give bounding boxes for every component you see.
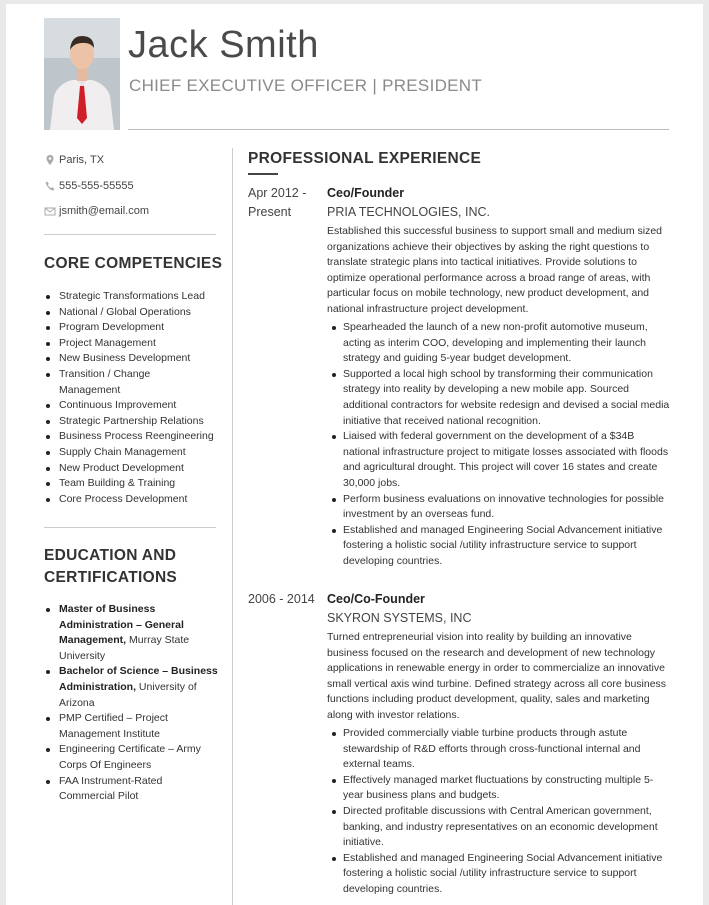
list-item: Team Building & Training <box>44 476 219 492</box>
candidate-name: Jack Smith <box>128 24 319 66</box>
experience-heading: PROFESSIONAL EXPERIENCE <box>248 150 482 167</box>
list-item: Strategic Partnership Relations <box>44 414 219 430</box>
list-item: Perform business evaluations on innovative technologies for possible investment by an overseas fund. <box>327 492 672 523</box>
job-role: Ceo/Co-Founder <box>327 592 425 606</box>
envelope-icon <box>44 205 56 217</box>
list-item: Established and managed Engineering Social Advancement initiative fostering a holistic social /utility infrastructure service to support developing countries. <box>327 523 672 570</box>
list-item <box>44 664 219 711</box>
list-item: Provided commercially viable turbine products through astute stewardship of R&D efforts through cross-functional internal and external teams. <box>327 726 672 773</box>
list-item: Effectively managed market fluctuations by constructing multiple 5-year business plans and budgets. <box>327 773 672 804</box>
education-list <box>44 602 219 805</box>
list-item: Supply Chain Management <box>44 445 219 461</box>
competencies-divider <box>44 527 216 528</box>
list-item <box>44 742 214 773</box>
list-item: National / Global Operations <box>44 305 219 321</box>
list-item: Business Process Reengineering <box>44 429 219 445</box>
list-item: Supported a local high school by transforming their communication strategy into reality by developing a new mobile app. Sourced additional contractors for website redesign and devised a social media initiative that received national recognition. <box>327 367 672 429</box>
contact-email[interactable] <box>44 205 149 217</box>
education-institution: Murray State University <box>59 634 190 662</box>
experience-heading-underline <box>248 173 278 175</box>
job-achievements <box>327 320 672 570</box>
header-divider <box>128 129 669 130</box>
list-item: Strategic Transformations Lead <box>44 289 219 305</box>
education-text: PMP Certified – Project Management Institute <box>59 712 168 740</box>
email-text[interactable]: jsmith@email.com <box>59 205 150 217</box>
contact-location <box>44 154 104 166</box>
education-text: Engineering Certificate – Army Corps Of Engineers <box>59 743 201 771</box>
phone-text: 555-555-55555 <box>59 180 134 192</box>
competencies-list <box>44 289 219 507</box>
job-entry-pria <box>248 184 678 574</box>
job-role: Ceo/Founder <box>327 186 405 200</box>
education-text: FAA Instrument-Rated Commercial Pilot <box>59 774 163 803</box>
job-summary: Established this successful business to support small and medium sized organizations achieve their objectives by asking the right questions to translate strategic plans into tactical initiatives. Provide solutions to optimize operational performance across a broad range of areas, with particular focus on mobile technology, new product development, and national infrastructure project development. <box>327 225 662 315</box>
list-item: New Business Development <box>44 351 219 367</box>
education-institution: University of Arizona <box>59 680 197 709</box>
list-item <box>44 774 184 805</box>
location-pin-icon <box>44 154 56 166</box>
job-dates: Apr 2012 - Present <box>248 186 307 219</box>
job-company: SKYRON SYSTEMS, INC <box>327 611 472 625</box>
list-item: Transition / Change Management <box>44 367 164 398</box>
contact-phone <box>44 180 134 192</box>
list-item <box>44 602 219 664</box>
contact-divider <box>44 234 216 235</box>
competencies-heading: CORE COMPETENCIES <box>44 255 223 272</box>
location-text: Paris, TX <box>59 154 105 166</box>
column-divider <box>232 148 233 905</box>
profile-photo <box>44 18 120 130</box>
education-degree: Master of Business Administration – General Management, <box>59 603 184 647</box>
job-summary: Turned entrepreneurial vision into reality by building an innovative business focused on the research and development of new technology applications in renewable energy in order to commercialize an innovative small vertical axis wind turbine. Defined strategy across all core business functions including product development, quality, sales and marketing along with investor relations. <box>327 631 667 721</box>
education-heading: EDUCATION AND CERTIFICATIONS <box>44 547 178 586</box>
job-company: PRIA TECHNOLOGIES, INC. <box>327 205 491 219</box>
list-item: New Product Development <box>44 461 219 477</box>
job-achievements <box>327 726 672 898</box>
resume-page <box>6 4 703 905</box>
list-item: Liaised with federal government on the development of a $34B national infrastructure project to mitigate losses associated with floods and agricultural drought. This project will cover 16 states and create 30,000 jobs. <box>327 429 672 491</box>
list-item: Established and managed Engineering Social Advancement initiative fostering a holistic social /utility infrastructure service to support developing countries. <box>327 851 672 898</box>
education-degree: Bachelor of Science – Business Administration, <box>59 665 218 693</box>
list-item: Directed profitable discussions with Central American government, banking, and industry representatives on an economic development initiative. <box>327 804 672 851</box>
list-item: Project Management <box>44 336 219 352</box>
job-entry-skyron <box>248 590 678 902</box>
list-item <box>44 711 184 742</box>
list-item: Continuous Improvement <box>44 398 219 414</box>
job-dates: 2006 - 2014 <box>248 592 315 606</box>
list-item: Core Process Development <box>44 492 219 508</box>
phone-icon <box>44 180 56 192</box>
candidate-title: CHIEF EXECUTIVE OFFICER | PRESIDENT <box>129 76 483 95</box>
list-item: Spearheaded the launch of a new non-profit automotive museum, acting as interim COO, developing and implementing their launch strategy and guiding 5-year budget development. <box>327 320 672 367</box>
list-item: Program Development <box>44 320 219 336</box>
